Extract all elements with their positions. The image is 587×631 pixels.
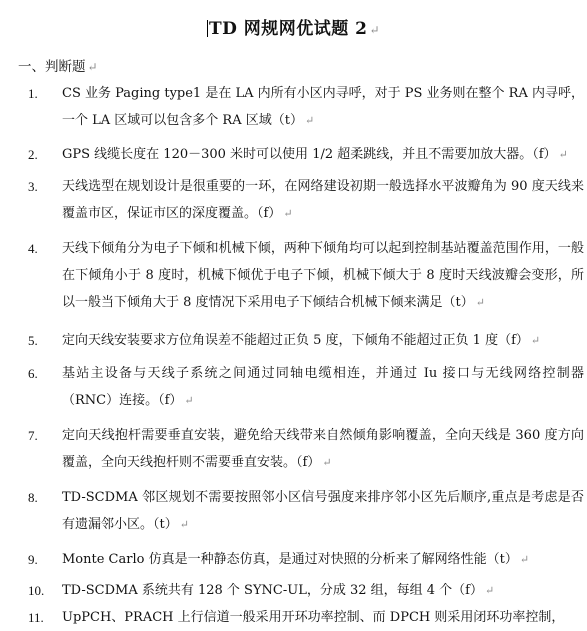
paragraph-mark-icon: ↵ [184, 394, 194, 407]
document-title-text: TD 网规网优试题 2 [208, 19, 368, 39]
paragraph-mark-icon: ↵ [283, 207, 293, 220]
list-item-number: 6. [28, 366, 38, 381]
list-item-text: 天线下倾角分为电子下倾和机械下倾，两种下倾角均可以起到控制基站覆盖范围作用，一般在下倾角小于 8 度时，机械下倾优于电子下倾，机械下倾大于 8 度时天线波瓣会变形，所以一般当下倾角大于 8 度情况下采用电子下倾结合机械下倾来满足（t） ↵ [62, 241, 584, 310]
list-item-text: 天线选型在规划设计是很重要的一环，在网络建设初期一般选择水平波瓣角为 90 度天线来覆盖市区，保证市区的深度覆盖。（f） ↵ [62, 179, 584, 221]
list-item-number: 2. [28, 147, 38, 162]
paragraph-mark-icon: ↵ [369, 23, 381, 37]
paragraph-mark-icon: ↵ [179, 518, 189, 531]
list-item-text: TD-SCDMA 系统共有 128 个 SYNC-UL，分成 32 组，每组 4 个（f） ↵ [62, 583, 495, 598]
paragraph-mark-icon: ↵ [87, 60, 98, 74]
list-item-text: CS 业务 Paging type1 是在 LA 内所有小区内寻呼，对于 PS 业务则在整个 RA 内寻呼，一个 LA 区域可以包含多个 RA 区域（t） ↵ [62, 86, 584, 128]
section-heading [18, 55, 98, 75]
text-cursor [207, 20, 208, 37]
paragraph-mark-icon: ↵ [558, 148, 568, 161]
list-item-text: UpPCH、PRACH 上行信道一般采用开环功率控制、而 DPCH 则采用闭环功率控制， [62, 610, 565, 625]
list-item-text: 定向天线抱杆需要垂直安装，避免给天线带来自然倾角影响覆盖，全向天线是 360 度方向覆盖，全向天线抱杆则不需要垂直安装。（f） ↵ [62, 428, 584, 470]
list-item-number: 3. [28, 179, 38, 194]
document-title [0, 14, 587, 39]
list-item-text: TD-SCDMA 邻区规划不需要按照邻小区信号强度来排序邻小区先后顺序,重点是考虑是否有遗漏邻小区。（t） ↵ [62, 490, 584, 532]
list-item-number: 11. [28, 610, 44, 625]
list-item-number: 5. [28, 333, 38, 348]
paragraph-mark-icon: ↵ [519, 553, 530, 566]
section-heading-text: 一、判断题 [18, 59, 86, 75]
list-item-text: 基站主设备与天线子系统之间通过同轴电缆相连，并通过 Iu 接口与无线网络控制器（RNC）连接。（f） ↵ [62, 366, 584, 408]
paragraph-mark-icon: ↵ [530, 334, 541, 347]
list-item [0, 604, 587, 631]
paragraph-mark-icon: ↵ [304, 114, 315, 127]
list-item-text: Monte Carlo 仿真是一种静态仿真，是通过对快照的分析来了解网络性能（t） ↵ [62, 552, 530, 567]
list-item-number: 10. [28, 583, 45, 598]
list-item-number: 1. [28, 86, 38, 101]
paragraph-mark-icon: ↵ [322, 456, 332, 469]
paragraph-mark-icon: ↵ [485, 584, 495, 597]
list-item-number: 9. [28, 552, 38, 567]
list-item-number: 7. [28, 428, 38, 443]
paragraph-mark-icon: ↵ [475, 296, 485, 309]
list-item-text: GPS 线缆长度在 120－300 米时可以使用 1/2 超柔跳线，并且不需要加放大器。（f） ↵ [62, 147, 568, 162]
list-item-number: 4. [28, 241, 38, 256]
list-item-text: 定向天线安装要求方位角误差不能超过正负 5 度，下倾角不能超过正负 1 度（f） ↵ [62, 333, 541, 348]
list-item-number: 8. [28, 490, 38, 505]
